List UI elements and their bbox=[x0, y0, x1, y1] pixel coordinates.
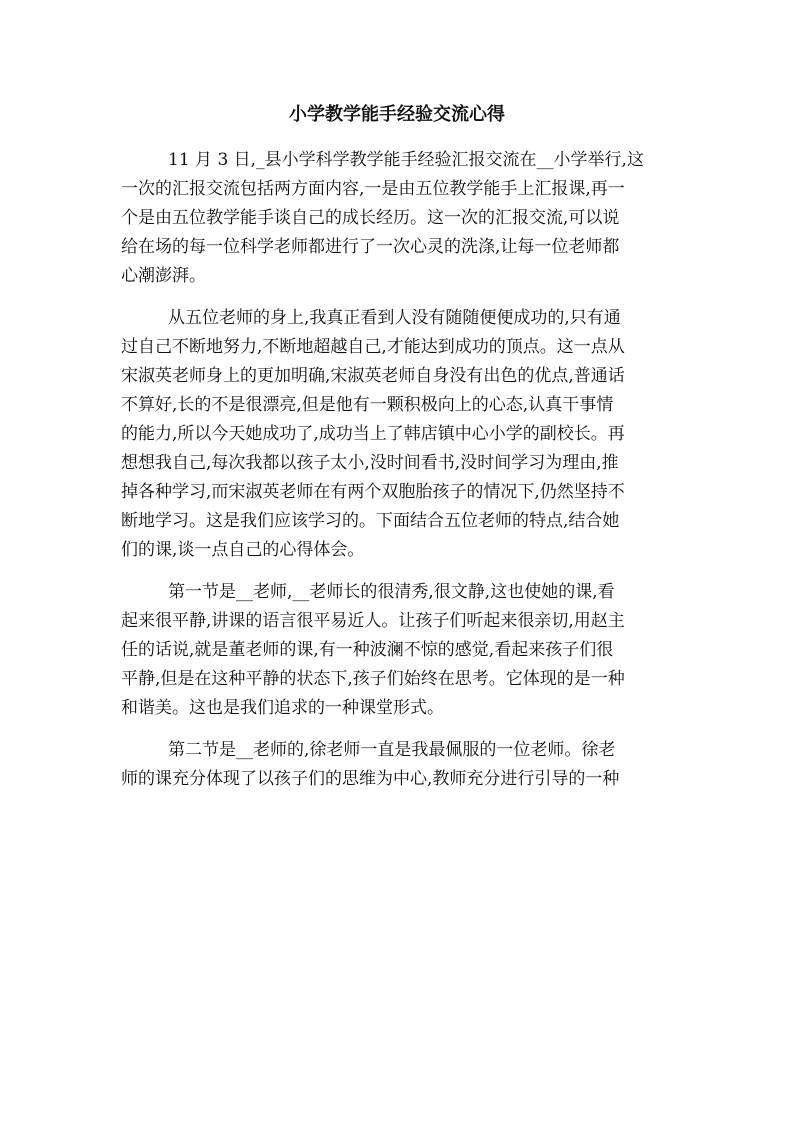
paragraph-line: 们的课,谈一点自己的心得体会。 bbox=[121, 540, 365, 560]
paragraph-1 bbox=[121, 146, 677, 291]
paragraph-line: 掉各种学习,而宋淑英老师在有两个双胞胎孩子的情况下,仍然坚持不 bbox=[121, 482, 625, 502]
paragraph-3 bbox=[121, 578, 677, 723]
paragraph-4 bbox=[121, 736, 677, 794]
paragraph-line: 第一节是__老师,__老师长的很清秀,很文静,这也使她的课,看 bbox=[168, 582, 615, 602]
paragraph-line: 起来很平静,讲课的语言很平易近人。让孩子们听起来很亲切,用赵主 bbox=[121, 611, 625, 631]
paragraph-line: 过自己不断地努力,不断地超越自己,才能达到成功的顶点。这一点从 bbox=[121, 337, 625, 357]
document-title: 小学教学能手经验交流心得 bbox=[289, 104, 505, 125]
paragraph-line: 和谐美。这也是我们追求的一种课堂形式。 bbox=[121, 698, 444, 718]
paragraph-line: 师的课充分体现了以孩子们的思维为中心,教师充分进行引导的一种 bbox=[121, 769, 620, 789]
document-body bbox=[121, 146, 677, 807]
paragraph-line: 断地学习。这是我们应该学习的。下面结合五位老师的特点,结合她 bbox=[121, 511, 620, 531]
paragraph-line: 一次的汇报交流包括两方面内容,一是由五位教学能手上汇报课,再一 bbox=[121, 179, 625, 199]
paragraph-line: 不算好,长的不是很漂亮,但是他有一颗积极向上的心态,认真干事情 bbox=[121, 395, 614, 415]
paragraph-line: 想想我自己,每次我都以孩子太小,没时间看书,没时间学习为理由,推 bbox=[121, 453, 619, 473]
paragraph-line: 平静,但是在这种平静的状态下,孩子们始终在思考。它体现的是一种 bbox=[121, 669, 625, 689]
paragraph-line: 第二节是__老师的,徐老师一直是我最佩服的一位老师。徐老 bbox=[168, 740, 616, 760]
paragraph-line: 个是由五位教学能手谈自己的成长经历。这一次的汇报交流,可以说 bbox=[121, 208, 620, 228]
paragraph-line: 宋淑英老师身上的更加明确,宋淑英老师自身没有出色的优点,普通话 bbox=[121, 366, 625, 386]
paragraph-line: 心潮澎湃。 bbox=[121, 266, 206, 286]
paragraph-line: 给在场的每一位科学老师都进行了一次心灵的洗涤,让每一位老师都 bbox=[121, 237, 620, 257]
paragraph-line: 从五位老师的身上,我真正看到人没有随随便便成功的,只有通 bbox=[168, 308, 621, 328]
paragraph-2 bbox=[121, 304, 677, 565]
paragraph-line: 的能力,所以今天她成功了,成功当上了韩店镇中心小学的副校长。再 bbox=[121, 424, 625, 444]
paragraph-line: 11 月 3 日,_县小学科学教学能手经验汇报交流在__小学举行,这 bbox=[168, 150, 644, 170]
paragraph-line: 任的话说,就是董老师的课,有一种波澜不惊的感觉,看起来孩子们很 bbox=[121, 640, 614, 660]
